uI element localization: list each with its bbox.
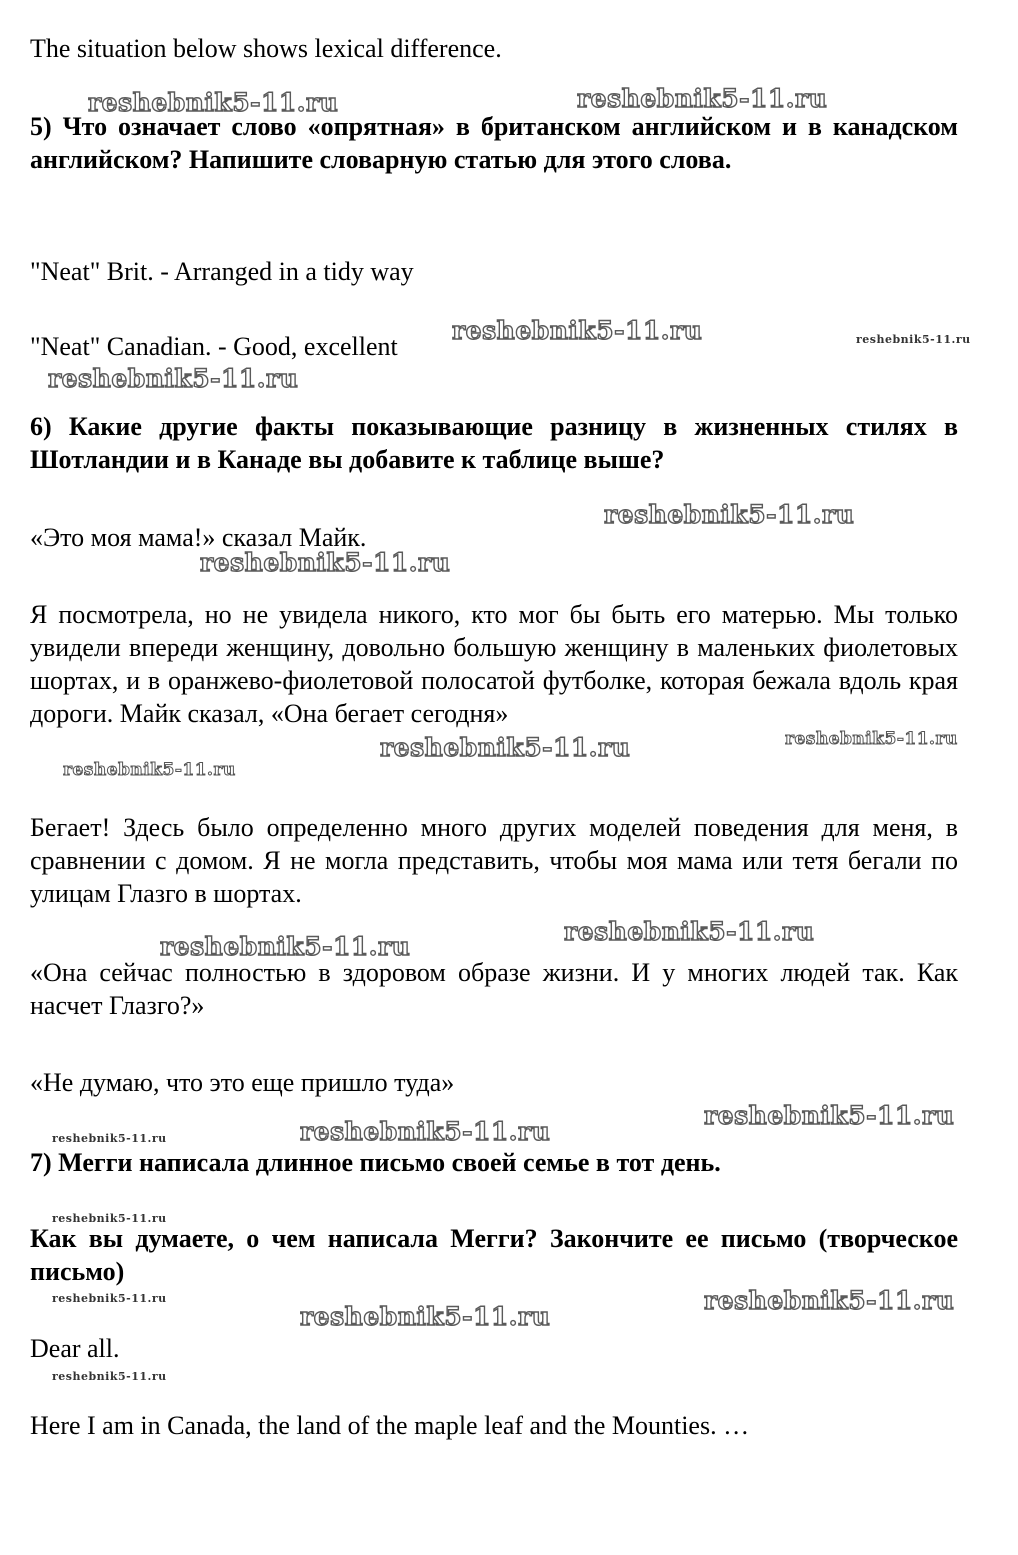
watermark: reshebnik5-11.ru bbox=[160, 932, 411, 961]
letter-opening: Here I am in Canada, the land of the maple leaf and the Mounties. … bbox=[30, 1411, 750, 1440]
question-7: 7) Мегги написала длинное письмо своей семье в тот день. bbox=[30, 1148, 721, 1177]
question-5: 5) Что означает слово «опрятная» в британском английском и в канадском английском? Напишите словарную статью для этого слова. bbox=[30, 112, 958, 174]
paragraph-look: Я посмотрела, но не увидела никого, кто мог бы быть его матерью. Мы только увидели впереди женщину, довольно большую женщину в маленьких фиолетовых шортах, и в оранжево-фиолетовой полосатой футболке, которая бежала вдоль края дороги. Майк сказал, «Она бегает сегодня» bbox=[30, 600, 958, 728]
watermark-medium: reshebnik5-11.ru bbox=[785, 729, 958, 749]
intro-text: The situation below shows lexical difference. bbox=[30, 34, 502, 63]
watermark-small: reshebnik5-11.ru bbox=[856, 333, 971, 346]
paragraph-healthy: «Она сейчас полностью в здоровом образе жизни. И у многих людей так. Как насчет Глазго?» bbox=[30, 958, 958, 1020]
watermark: reshebnik5-11.ru bbox=[564, 917, 815, 946]
watermark: reshebnik5-11.ru bbox=[452, 316, 703, 345]
watermark-medium: reshebnik5-11.ru bbox=[63, 760, 236, 780]
watermark-small: reshebnik5-11.ru bbox=[52, 1212, 167, 1225]
neat-canadian-definition: "Neat" Canadian. - Good, excellent bbox=[30, 332, 398, 361]
glasgow-line: «Не думаю, что это еще пришло туда» bbox=[30, 1068, 455, 1097]
paragraph-running: Бегает! Здесь было определенно много других моделей поведения для меня, в сравнении с домом. Я не могла представить, чтобы моя мама или тетя бегали по улицам Глазго в шортах. bbox=[30, 813, 958, 908]
watermark: reshebnik5-11.ru bbox=[380, 733, 631, 762]
watermark: reshebnik5-11.ru bbox=[704, 1101, 955, 1130]
watermark-small: reshebnik5-11.ru bbox=[52, 1292, 167, 1305]
watermark: reshebnik5-11.ru bbox=[300, 1302, 551, 1331]
watermark: reshebnik5-11.ru bbox=[704, 1286, 955, 1315]
question-6: 6) Какие другие факты показывающие разницу в жизненных стилях в Шотландии и в Канаде вы добавите к таблице выше? bbox=[30, 412, 958, 474]
watermark-small: reshebnik5-11.ru bbox=[52, 1370, 167, 1383]
watermark: reshebnik5-11.ru bbox=[300, 1117, 551, 1146]
letter-greeting: Dear all. bbox=[30, 1334, 120, 1363]
watermark: reshebnik5-11.ru bbox=[604, 500, 855, 529]
watermark: reshebnik5-11.ru bbox=[200, 548, 451, 577]
neat-british-definition: "Neat" Brit. - Arranged in a tidy way bbox=[30, 257, 414, 286]
watermark-small: reshebnik5-11.ru bbox=[52, 1132, 167, 1145]
mike-mom-line: «Это моя мама!» сказал Майк. bbox=[30, 523, 367, 552]
watermark: reshebnik5-11.ru bbox=[577, 84, 828, 113]
watermark: reshebnik5-11.ru bbox=[88, 88, 339, 117]
question-7-task: Как вы думаете, о чем написала Мегги? Закончите ее письмо (творческое письмо) bbox=[30, 1224, 958, 1286]
watermark: reshebnik5-11.ru bbox=[48, 364, 299, 393]
